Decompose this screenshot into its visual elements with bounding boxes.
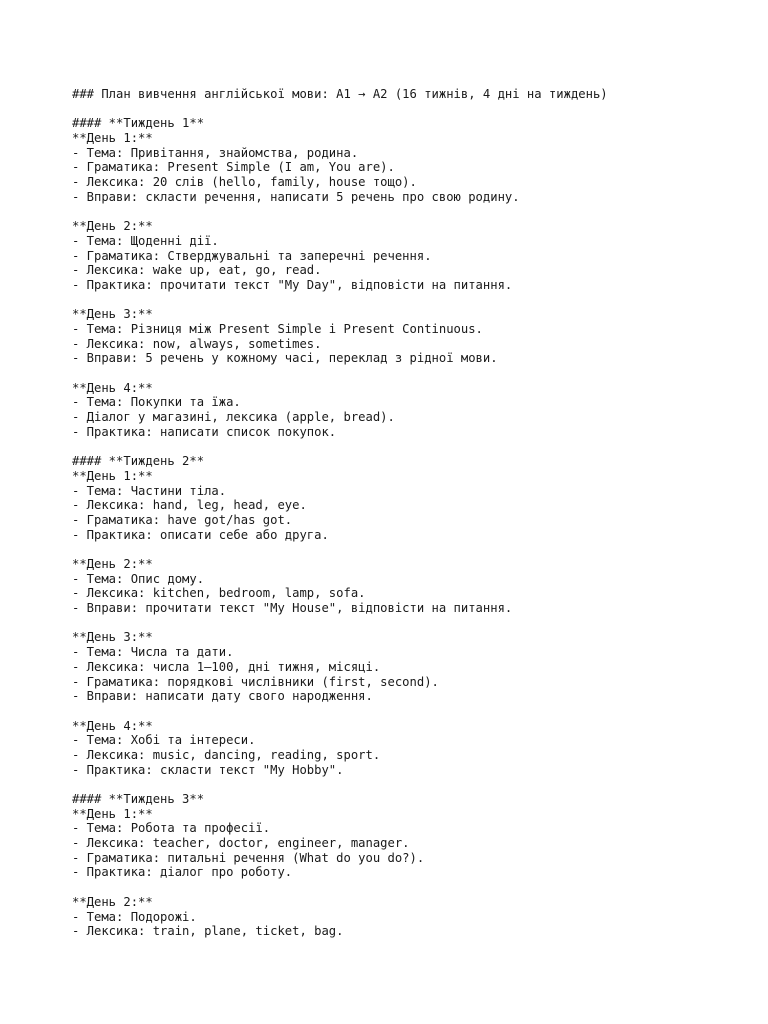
- blank-line: [72, 704, 752, 719]
- list-item: - Тема: Привітання, знайомства, родина.: [72, 145, 359, 160]
- list-item: - Граматика: Стверджувальні та заперечні речення.: [72, 248, 432, 263]
- blank-line: [72, 880, 752, 895]
- list-item: - Вправи: 5 речень у кожному часі, переклад з рідної мови.: [72, 351, 498, 366]
- blank-line: [72, 542, 752, 557]
- day-heading: **День 1:**: [72, 468, 153, 483]
- list-item: - Тема: Щоденні дії.: [72, 233, 219, 248]
- week-heading: #### **Тиждень 1**: [72, 116, 205, 131]
- list-item: - Вправи: прочитати текст "My House", відповісти на питання.: [72, 601, 513, 616]
- list-item: - Тема: Робота та професії.: [72, 821, 271, 836]
- blank-line: [72, 366, 752, 381]
- day-heading: **День 3:**: [72, 630, 153, 645]
- list-item: - Практика: описати себе або друга.: [72, 527, 329, 542]
- list-item: - Тема: Опис дому.: [72, 571, 205, 586]
- list-item: - Тема: Хобі та інтереси.: [72, 733, 256, 748]
- list-item: - Тема: Покупки та їжа.: [72, 395, 241, 410]
- blank-line: [72, 102, 752, 117]
- list-item: - Лексика: 20 слів (hello, family, house тощо).: [72, 175, 417, 190]
- week-heading: #### **Тиждень 3**: [72, 792, 205, 806]
- day-heading: **День 4:**: [72, 380, 153, 395]
- blank-line: [72, 293, 752, 308]
- list-item: - Вправи: скласти речення, написати 5 речень про свою родину.: [72, 189, 520, 204]
- list-item: - Граматика: have got/has got.: [72, 512, 293, 527]
- list-item: - Граматика: порядкові числівники (first, second).: [72, 674, 439, 689]
- day-heading: **День 1:**: [72, 131, 153, 146]
- blank-line: [72, 777, 752, 792]
- list-item: - Практика: прочитати текст "My Day", відповісти на питання.: [72, 277, 513, 292]
- day-heading: **День 2:**: [72, 557, 153, 571]
- list-item: - Лексика: wake up, eat, go, read.: [72, 263, 322, 278]
- list-item: - Тема: Різниця між Present Simple і Present Continuous.: [72, 322, 483, 336]
- blank-line: [72, 440, 752, 455]
- day-heading: **День 4:**: [72, 718, 153, 733]
- document-page: [72, 87, 752, 939]
- list-item: - Вправи: написати дату свого народження.: [72, 689, 373, 704]
- list-item: - Лексика: kitchen, bedroom, lamp, sofa.: [72, 586, 366, 601]
- blank-line: [72, 205, 752, 220]
- week-heading: #### **Тиждень 2**: [72, 454, 205, 469]
- day-heading: **День 2:**: [72, 894, 153, 909]
- list-item: - Граматика: Present Simple (I am, You are).: [72, 160, 395, 175]
- list-item: - Практика: скласти текст "My Hobby".: [72, 762, 344, 777]
- document-title: ### План вивчення англійської мови: A1 → A2 (16 тижнів, 4 дні на тиждень): [72, 87, 608, 101]
- list-item: - Практика: діалог про роботу.: [72, 865, 293, 880]
- day-heading: **День 2:**: [72, 219, 153, 234]
- list-item: - Практика: написати список покупок.: [72, 424, 337, 439]
- blank-line: [72, 616, 752, 631]
- list-item: - Тема: Числа та дати.: [72, 645, 234, 660]
- list-item: - Тема: Подорожі.: [72, 909, 197, 924]
- list-item: - Лексика: train, plane, ticket, bag.: [72, 924, 344, 939]
- list-item: - Лексика: hand, leg, head, eye.: [72, 498, 307, 513]
- day-heading: **День 3:**: [72, 307, 153, 322]
- day-heading: **День 1:**: [72, 806, 153, 821]
- list-item: - Тема: Частини тіла.: [72, 483, 227, 498]
- list-item: - Лексика: music, dancing, reading, sport.: [72, 747, 381, 762]
- list-item: - Лексика: now, always, sometimes.: [72, 336, 322, 351]
- list-item: - Лексика: числа 1–100, дні тижня, місяці.: [72, 659, 381, 674]
- list-item: - Діалог у магазині, лексика (apple, bread).: [72, 410, 395, 425]
- list-item: - Граматика: питальні речення (What do you do?).: [72, 850, 425, 865]
- list-item: - Лексика: teacher, doctor, engineer, manager.: [72, 836, 410, 851]
